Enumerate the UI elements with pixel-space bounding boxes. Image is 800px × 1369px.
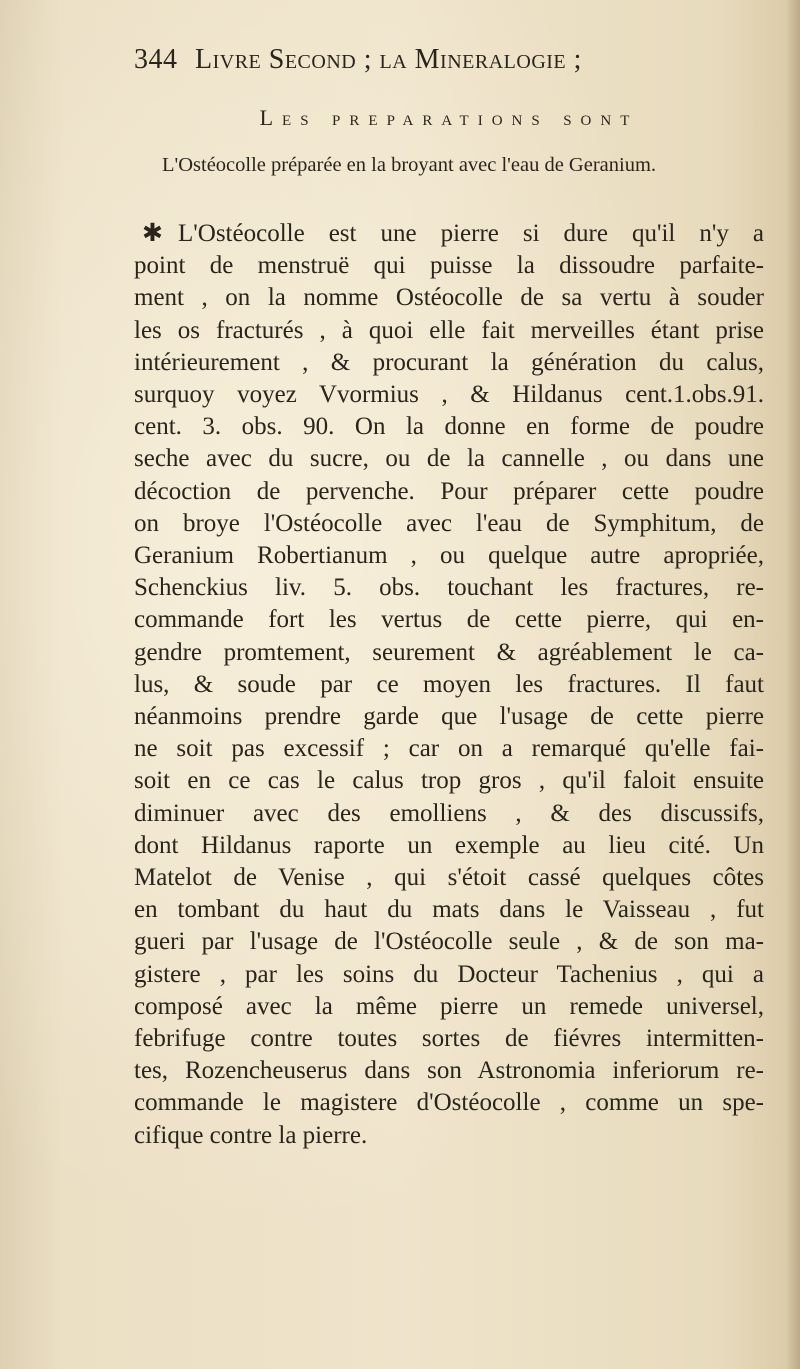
page-number: 344 bbox=[134, 44, 178, 75]
text-block bbox=[134, 40, 764, 1152]
text-line: les os fracturés , à quoi elle fait merveilles étant prise bbox=[134, 316, 764, 344]
text-line: diminuer avec des emolliens , & des discussifs, bbox=[134, 799, 764, 827]
text-line: commande le magistere d'Ostéocolle , comme un spe- bbox=[134, 1089, 764, 1117]
text-line: Schenckius liv. 5. obs. touchant les fractures, re- bbox=[134, 574, 764, 602]
text-line: lus, & soude par ce moyen les fractures. Il faut bbox=[134, 670, 764, 698]
text-line: gendre promtement, seurement & agréablement le ca- bbox=[134, 638, 764, 666]
body-paragraph bbox=[134, 218, 764, 1152]
text-line: soit en ce cas le calus trop gros , qu'il faloit ensuite bbox=[134, 767, 764, 795]
text-line: point de menstruë qui puisse la dissoudre parfaite- bbox=[134, 252, 764, 280]
section-title: Les preparations sont bbox=[259, 105, 639, 130]
text-line: febrifuge contre toutes sortes de fiévres intermitten- bbox=[134, 1025, 764, 1053]
text-line: composé avec la même pierre un remede universel, bbox=[134, 992, 764, 1020]
text-line: décoction de pervenche. Pour préparer cette poudre bbox=[134, 477, 764, 505]
text-line: en tombant du haut du mats dans le Vaisseau , fut bbox=[134, 896, 764, 924]
text-line: on broye l'Ostéocolle avec l'eau de Symphitum, de bbox=[134, 509, 764, 537]
text-line: intérieurement , & procurant la génération du calus, bbox=[134, 348, 764, 376]
text-line: Matelot de Venise , qui s'étoit cassé quelques côtes bbox=[134, 864, 764, 892]
text-line: tes, Rozencheuserus dans son Astronomia inferiorum re- bbox=[134, 1057, 764, 1085]
text-line: ne soit pas excessif ; car on a remarqué qu'elle fai- bbox=[134, 735, 764, 763]
text-line: cent. 3. obs. 90. On la donne en forme de poudre bbox=[134, 413, 764, 441]
text-line: néanmoins prendre garde que l'usage de cette pierre bbox=[134, 703, 764, 731]
page-gutter-shadow bbox=[786, 0, 800, 1369]
text-line: commande fort les vertus de cette pierre, qui en- bbox=[134, 606, 764, 634]
text-line: ✱ L'Ostéocolle est une pierre si dure qu'il n'y a bbox=[134, 218, 764, 250]
asterisk-mark: ✱ bbox=[142, 220, 163, 247]
text-line: gueri par l'usage de l'Ostéocolle seule , & de son ma- bbox=[134, 928, 764, 956]
text-line: surquoy voyez Vvormius , & Hildanus cent.1.obs.91. bbox=[134, 381, 764, 409]
running-title: Livre Second ; la Mineralogie ; bbox=[195, 44, 582, 75]
running-head bbox=[134, 40, 764, 80]
text-line: cifique contre la pierre. bbox=[134, 1121, 368, 1149]
text-line: gistere , par les soins du Docteur Tachenius , qui a bbox=[134, 960, 764, 988]
preparation-entry: L'Ostéocolle préparée en la broyant avec l'eau de Geranium. bbox=[162, 154, 657, 176]
text-line: Geranium Robertianum , ou quelque autre apropriée, bbox=[134, 542, 764, 570]
text-line: dont Hildanus raporte un exemple au lieu cité. Un bbox=[134, 831, 764, 859]
text-line: ment , on la nomme Ostéocolle de sa vertu à souder bbox=[134, 284, 764, 312]
text-line: seche avec du sucre, ou de la cannelle , ou dans une bbox=[134, 445, 764, 473]
